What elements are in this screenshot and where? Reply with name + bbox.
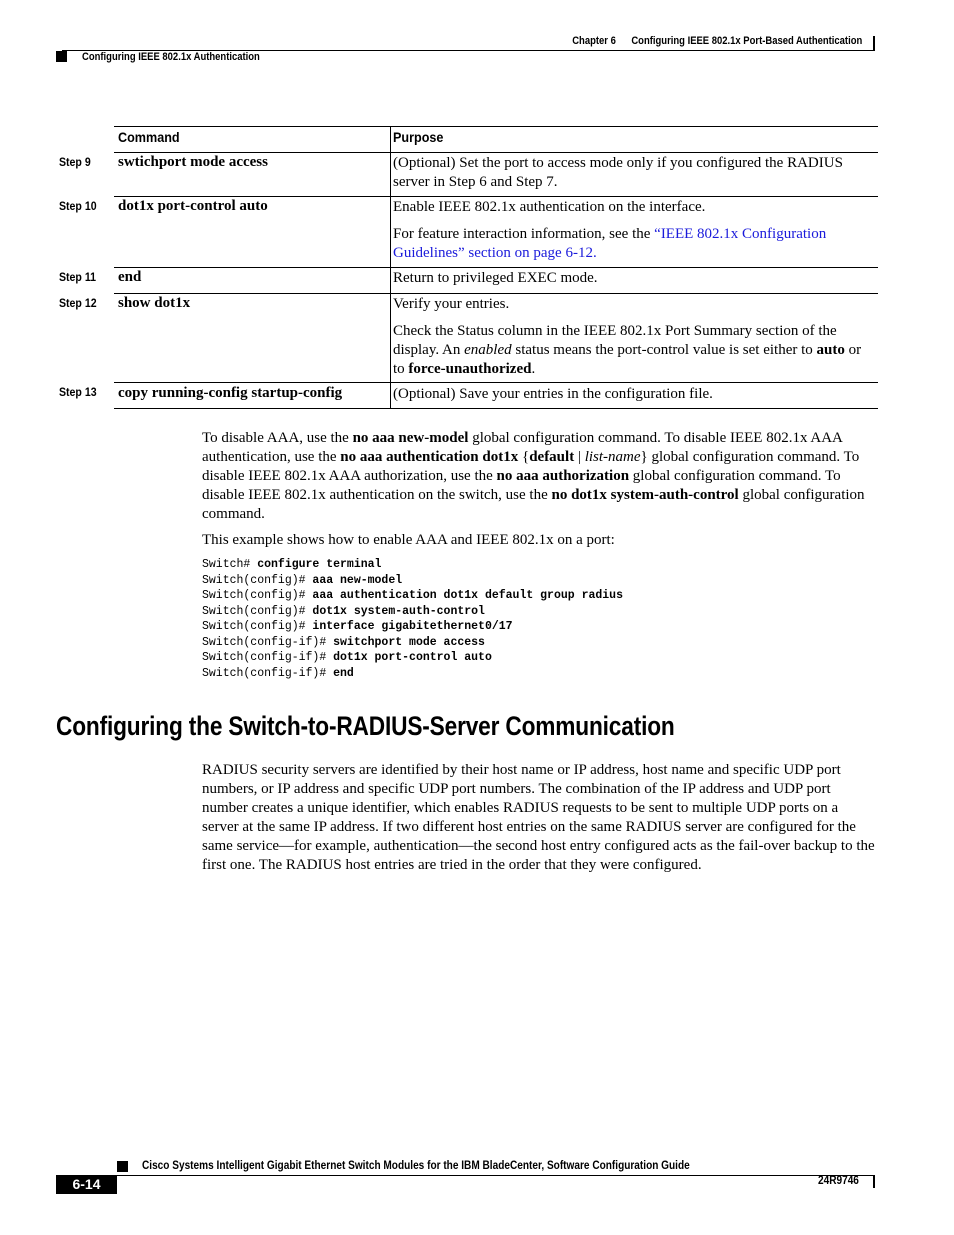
code-command: interface gigabitethernet0/17 — [312, 620, 513, 633]
code-command: configure terminal — [257, 558, 382, 571]
text-segment: } global configuration command. To disable IEEE 802.1x AAA authorization, use the — [202, 449, 860, 484]
table-rule — [114, 126, 878, 127]
step-label: Step 9 — [59, 155, 91, 169]
step-label: Step 13 — [59, 385, 97, 399]
purpose-text: (Optional) Set the port to access mode only if you configured the RADIUS server in Step 6 and Step 7. — [393, 155, 843, 190]
purpose-text-bold: force-unauthorized — [408, 361, 532, 377]
text-segment: global configuration command. To disable IEEE 802.1x AAA authentication, use the — [202, 430, 843, 465]
text-bold: no dot1x system-auth-control — [551, 487, 739, 503]
code-prompt: Switch(config-if)# — [202, 635, 334, 649]
purpose-text: (Optional) Save your entries in the configuration file. — [393, 386, 713, 402]
code-prompt: Switch(config)# — [202, 573, 313, 587]
code-line — [202, 635, 623, 651]
body-paragraph — [202, 429, 878, 524]
table-column-divider — [390, 126, 391, 409]
purpose-text: Verify your entries. — [393, 296, 510, 312]
text-bold: no aaa new-model — [352, 430, 469, 446]
code-line — [202, 588, 623, 604]
purpose-text-segment: or to — [393, 342, 862, 377]
text-bold: no aaa authorization — [496, 468, 630, 484]
code-command: dot1x system-auth-control — [312, 604, 485, 618]
code-example — [202, 557, 623, 681]
table-rule — [114, 408, 878, 409]
section-heading: Configuring the Switch-to-RADIUS-Server Communication — [56, 711, 675, 741]
text-bold: default — [529, 449, 575, 465]
body-paragraph: RADIUS security servers are identified by their host name or IP address, host name and specific UDP port numbers, or IP address and specific UDP port numbers. The combination of the IP address and UDP port number creates a unique identifier, which enables RADIUS requests to be sent to multiple UDP ports on a server at the same IP address. If two different host entries on the same RADIUS server are configured for the same service—for example, authentication—the second host entry configured acts as the fail-over backup to the first one. The RADIUS host entries are tried in the order that they were configured. — [202, 762, 875, 873]
purpose-text-segment: For feature interaction information, see the — [393, 226, 655, 242]
running-header-chapter — [572, 35, 862, 47]
code-prompt: Switch# — [202, 558, 258, 571]
page-number: 6-14 — [72, 1176, 101, 1192]
code-line — [202, 557, 623, 573]
command-text: show dot1x — [118, 295, 191, 311]
col-header-command: Command — [118, 129, 180, 145]
code-prompt: Switch(config-if)# — [202, 666, 334, 680]
chapter-title: Configuring IEEE 802.1x Port-Based Authentication — [631, 35, 862, 47]
code-prompt: Switch(config)# — [202, 620, 313, 633]
footer-doc-code: 24R9746 — [818, 1173, 859, 1187]
purpose-text-segment: . — [531, 361, 536, 377]
code-line — [202, 619, 623, 635]
running-header-section: Configuring IEEE 802.1x Authentication — [82, 51, 260, 63]
code-command: switchport mode access — [333, 635, 485, 649]
chapter-number: Chapter 6 — [571, 35, 616, 47]
header-square-marker — [56, 51, 67, 62]
purpose-text-italic: enabled — [464, 342, 512, 358]
purpose-text — [393, 225, 875, 263]
purpose-text-segment: Check the Status column in the IEEE 802.1x Port Summary section of the display. An — [393, 323, 837, 358]
text-segment: global configuration command. — [202, 487, 865, 522]
code-line — [202, 650, 623, 666]
command-text: swtichport mode access — [118, 154, 268, 170]
command-text: copy running-config startup-config — [118, 385, 343, 401]
code-command: aaa new-model — [312, 573, 403, 587]
code-prompt: Switch(config)# — [202, 589, 313, 602]
table-rule — [114, 267, 878, 268]
page-number-box — [56, 1175, 117, 1194]
step-label: Step 10 — [59, 199, 97, 213]
col-header-purpose: Purpose — [393, 129, 444, 145]
table-rule — [114, 152, 878, 153]
command-text: dot1x port-control auto — [118, 198, 268, 214]
purpose-text-bold: auto — [816, 342, 845, 358]
code-prompt: Switch(config-if)# — [202, 651, 334, 664]
footer-book-title: Cisco Systems Intelligent Gigabit Ethernet Switch Modules for the IBM BladeCenter, Software Configuration Guide — [142, 1158, 690, 1172]
text-bold: no aaa authentication dot1x — [340, 449, 519, 465]
code-line — [202, 573, 623, 589]
header-bar — [873, 36, 875, 51]
text-segment: global configuration command. To disable IEEE 802.1x authentication on the switch, use the — [202, 468, 841, 503]
purpose-text-segment: status means the port-control value is set either to — [511, 342, 817, 358]
code-command: end — [333, 666, 354, 680]
step-label: Step 12 — [59, 296, 97, 310]
step-label: Step 11 — [59, 270, 96, 284]
code-prompt: Switch(config)# — [202, 604, 313, 618]
table-rule — [114, 293, 878, 294]
table-rule — [114, 196, 878, 197]
command-text: end — [118, 269, 142, 285]
code-line — [202, 604, 623, 620]
body-paragraph: This example shows how to enable AAA and IEEE 802.1x on a port: — [202, 532, 615, 548]
code-command: aaa authentication dot1x default group radius — [312, 589, 623, 602]
code-command: dot1x port-control auto — [333, 651, 492, 664]
footer-rule — [56, 1175, 874, 1176]
footer-bar — [873, 1175, 875, 1188]
text-segment: | — [574, 449, 585, 465]
footer-square-marker — [117, 1161, 128, 1172]
purpose-text — [393, 322, 875, 379]
text-segment: { — [518, 449, 530, 465]
code-line — [202, 666, 623, 682]
config-guidelines-link[interactable]: “IEEE 802.1x Configuration Guidelines” section on page 6-12. — [393, 226, 827, 261]
purpose-text: Enable IEEE 802.1x authentication on the interface. — [393, 199, 706, 215]
text-segment: To disable AAA, use the — [202, 430, 353, 446]
table-rule — [114, 382, 878, 383]
purpose-text: Return to privileged EXEC mode. — [393, 270, 598, 286]
text-italic: list-name — [584, 449, 641, 465]
